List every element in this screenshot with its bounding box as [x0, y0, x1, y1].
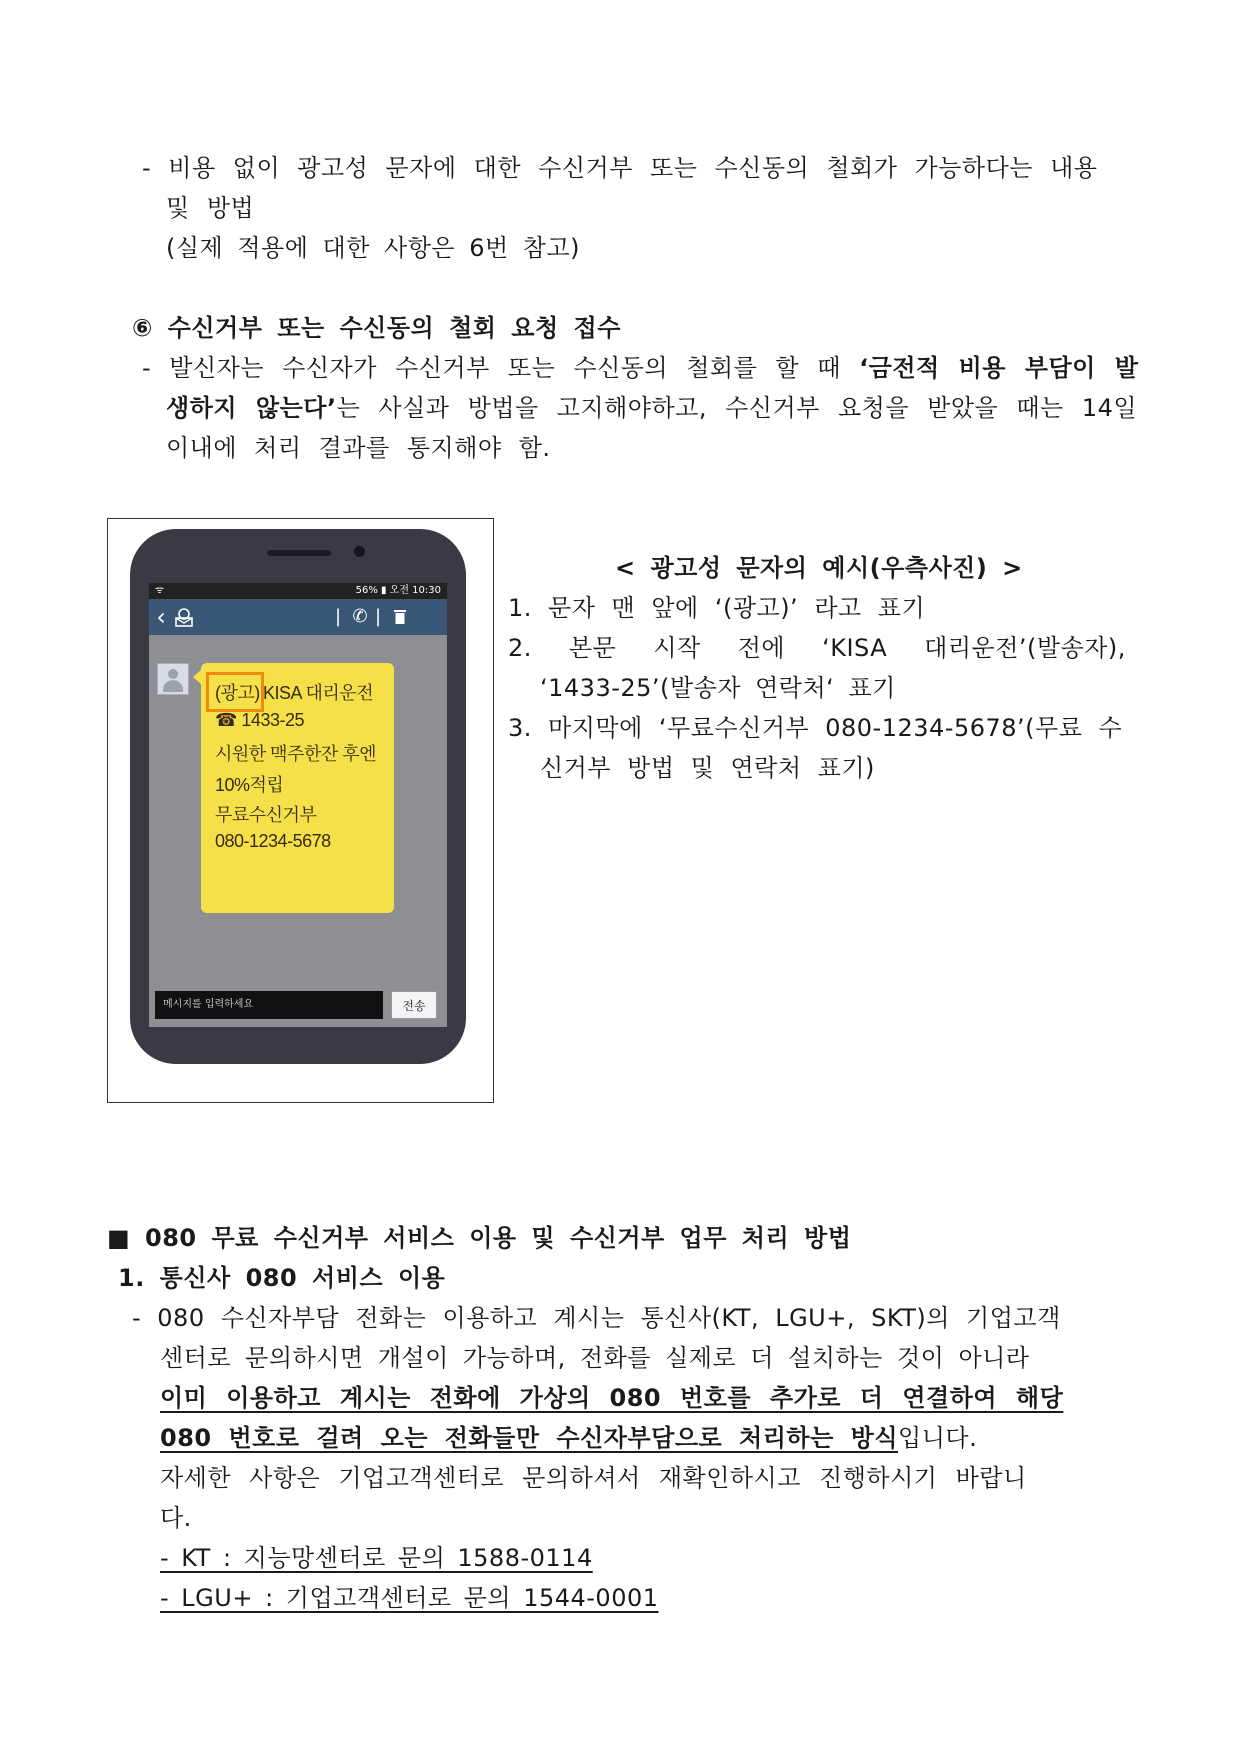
example-item-3-cont: 신거부 방법 및 연락처 표기) — [540, 754, 875, 782]
section6-text: - 발신자는 수신자가 수신거부 또는 수신동의 철회를 할 때 — [142, 354, 860, 382]
message-input-bar — [149, 983, 447, 1027]
ad-message-bubble — [201, 663, 394, 913]
ad-example-figure — [107, 518, 494, 1103]
example-item-2-cont: ‘1433-25’(발송자 연락처‘ 표기 — [540, 674, 896, 702]
example-item-2-word: 본문 — [568, 634, 617, 662]
send-button[interactable]: 전송 — [391, 991, 437, 1019]
status-bar — [149, 583, 447, 599]
example-item-2-word: ‘KISA — [822, 634, 888, 662]
section080-para-6: 다. — [160, 1504, 192, 1532]
section6-heading: ⑥ 수신거부 또는 수신동의 철회 요청 접수 — [132, 314, 621, 342]
section080-sub1: 1. 통신사 080 서비스 이용 — [118, 1264, 446, 1292]
call-icon[interactable]: ✆ — [352, 606, 368, 627]
phone-illustration — [130, 529, 466, 1064]
section6-para-line-2 — [166, 388, 1137, 428]
section080-para-3: 이미 이용하고 계시는 전화에 가상의 080 번호를 추가로 더 연결하여 해당 — [160, 1384, 1064, 1412]
message-app-bar — [149, 599, 447, 635]
example-item-2-word: 전에 — [737, 634, 786, 662]
example-item-2-word: 대리운전’(발송자), — [924, 634, 1126, 662]
notice-line-3: (실제 적용에 대한 사항은 6번 참고) — [166, 234, 581, 262]
message-input[interactable]: 메시지를 입력하세요 — [155, 991, 383, 1019]
example-item-1: 1. 문자 맨 앞에 ‘(광고)’ 라고 표기 — [508, 594, 926, 622]
msg-phone: ☎ 1433-25 — [215, 710, 304, 730]
phone-earpiece — [267, 550, 331, 556]
divider-icon: | — [335, 606, 342, 627]
contact-envelope-icon — [171, 599, 197, 635]
phone-camera — [354, 546, 365, 557]
example-title: < 광고성 문자의 예시(우측사진) > — [615, 554, 1023, 582]
section6-emphasis-cont: 생하지 않는다’ — [166, 394, 337, 422]
notice-line-2: 및 방법 — [166, 194, 255, 222]
divider-icon: | — [375, 606, 382, 627]
section080-text: 입니다. — [898, 1424, 978, 1452]
example-item-2 — [508, 628, 1126, 668]
back-icon[interactable]: ‹ — [156, 603, 166, 631]
example-item-2-word: 2. — [508, 634, 532, 662]
sender-avatar — [157, 663, 189, 695]
msg-body-2: 10%적립 — [215, 775, 284, 795]
section080-para-2: 센터로 문의하시면 개설이 가능하며, 전화를 실제로 더 설치하는 것이 아니라 — [160, 1344, 1030, 1372]
section080-heading: ■ 080 무료 수신거부 서비스 이용 및 수신거부 업무 처리 방법 — [107, 1224, 852, 1252]
example-item-3: 3. 마지막에 ‘무료수신거부 080-1234-5678’(무료 수 — [508, 714, 1123, 742]
msg-body-1: 시원한 맥주한잔 후엔 — [215, 744, 376, 764]
delete-icon[interactable] — [387, 599, 413, 635]
section080-para-5: 자세한 사항은 기업고객센터로 문의하셔서 재확인하시고 진행하시기 바랍니 — [160, 1464, 1027, 1492]
wifi-icon: ᯤ — [155, 585, 165, 596]
kt-contact: - KT : 지능망센터로 문의 1588-0114 — [160, 1544, 593, 1572]
section6-para-line-3: 이내에 처리 결과를 통지해야 함. — [166, 434, 551, 462]
phone-screen — [149, 583, 447, 1027]
status-time: 56% ▮ 오전 10:30 — [355, 585, 441, 596]
msg-optout-number: 080-1234-5678 — [215, 831, 331, 851]
msg-optout: 무료수신거부 — [215, 805, 317, 825]
section080-para-4 — [160, 1418, 977, 1458]
msg-sender: KISA 대리운전 — [263, 683, 374, 703]
lgu-contact: - LGU+ : 기업고객센터로 문의 1544-0001 — [160, 1584, 659, 1612]
section6-para-line-1 — [142, 348, 1138, 388]
section6-emphasis: ‘금전적 비용 부담이 발 — [859, 354, 1139, 382]
section080-emphasis: 080 번호로 걸려 오는 전화들만 수신자부담으로 처리하는 방식 — [160, 1424, 899, 1452]
section080-para-1: - 080 수신자부담 전화는 이용하고 계시는 통신사(KT, LGU+, SKT)의 기업고객 — [132, 1304, 1061, 1332]
section6-text-cont: 는 사실과 방법을 고지해야하고, 수신거부 요청을 받았을 때는 14일 — [336, 394, 1138, 422]
notice-line-1: - 비용 없이 광고성 문자에 대한 수신거부 또는 수신동의 철회가 가능하다는 내용 — [142, 154, 1098, 182]
msg-ad-label: (광고) — [215, 683, 260, 703]
example-item-2-word: 시작 — [653, 634, 701, 662]
